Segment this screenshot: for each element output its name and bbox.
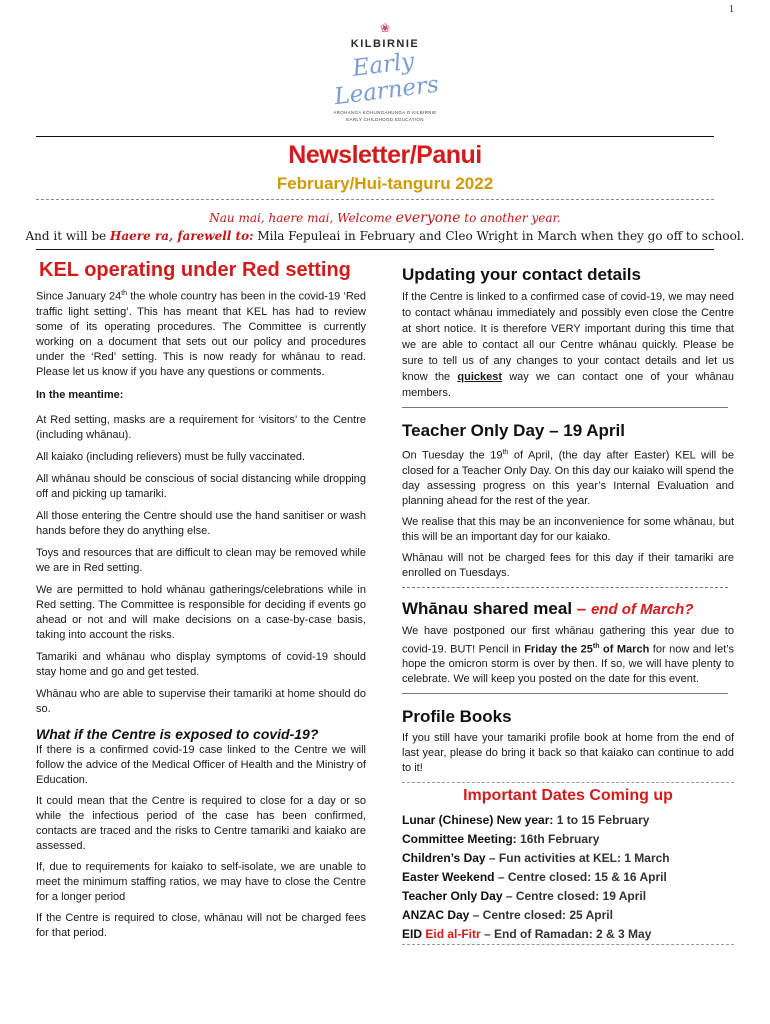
date-row: Committee Meeting: 16th February (402, 832, 600, 847)
date-row: ANZAC Day – Centre closed: 25 April (402, 908, 613, 923)
farewell-emph: Haere ra, farewell to: (110, 229, 254, 243)
left-column (36, 258, 366, 947)
shared-meal-heading: Whānau shared meal – end of March? (402, 598, 694, 618)
teacher-day-fees: Whānau will not be charged fees for this day if their tamariki are enrolled on Tuesdays. (402, 551, 734, 579)
newsletter-title: Newsletter/Panui (288, 141, 482, 169)
dashed-divider (36, 199, 714, 200)
covid-advice: If there is a confirmed covid-19 case linked to the Centre we will follow the advice of the Medical Officer of Health and the Ministry of Education. (36, 743, 366, 786)
date-row: Teacher Only Day – Centre closed: 19 April (402, 889, 647, 904)
teacher-day-heading: Teacher Only Day – 19 April (402, 421, 625, 440)
red-setting-heading: KEL operating under Red setting (39, 259, 351, 281)
farewell-prefix: And it will be (25, 229, 111, 243)
meantime-label: In the meantime: (36, 388, 124, 401)
logo-ece-line: EARLY CHILDHOOD EDUCATION (346, 117, 424, 122)
farewell-line (0, 229, 770, 243)
welcome-line (0, 210, 770, 226)
section-divider (402, 693, 728, 694)
important-dates-title: Important Dates Coming up (463, 787, 673, 805)
kel-logo (300, 22, 470, 122)
section-divider (402, 407, 728, 408)
welcome-emph: everyone (395, 210, 461, 226)
shared-meal-text: We have postponed our first whānau gathering this year due to covid-19. BUT! Pencil in Friday the 25th of March for now and let’s hope the omicron storm is over by then. If so, we will have plenty to celebrate. We will keep you posted on the date for this event. (402, 624, 734, 686)
rule-masks: At Red setting, masks are a requirement for ‘visitors’ to the Centre (including whānau). (36, 413, 366, 441)
top-divider (36, 136, 714, 137)
teacher-day-inconvenience: We realise that this may be an inconvenience for some whānau, but this will be an important day for our kaiako. (402, 515, 734, 543)
quickest-emph: quickest (457, 371, 503, 383)
teacher-day-text: On Tuesday the 19th of April, (the day after Easter) KEL will be closed for a Teacher Only Day. On this day our kaiako will spend the day assessing progress on this year’s Internal Evaluation and planning ahead for the rest of the year. (402, 449, 735, 507)
logo-script: Early Learners (332, 48, 441, 111)
welcome-suffix: to another year. (460, 211, 561, 225)
logo-name: KILBIRNIE (350, 38, 420, 50)
right-column (402, 264, 734, 945)
covid-fees: If the Centre is required to close, whānau will not be charged fees for that period. (36, 911, 366, 939)
page-number: 1 (729, 4, 734, 15)
welcome-prefix: Nau mai, haere mai, Welcome (209, 211, 396, 225)
rule-distancing: All whānau should be conscious of social distancing while dropping off and picking up tamariki. (36, 472, 366, 500)
profile-books-heading: Profile Books (402, 707, 512, 727)
newsletter-subtitle: February/Hui-tanguru 2022 (276, 174, 494, 193)
rule-toys: Toys and resources that are difficult to clean may be removed while we are in Red setting. (36, 546, 366, 574)
rule-supervise: Whānau who are able to supervise their tamariki at home should do so. (36, 687, 366, 715)
rule-gatherings: We are permitted to hold whānau gatherings/celebrations while in Red setting. The Committee is responsible for deciding if events go ahead or not and will make decisions on a case-by-case basis, taking into account the risks. (36, 583, 366, 641)
date-row: Lunar (Chinese) New year: 1 to 15 February (402, 813, 650, 828)
date-row: Children’s Day – Fun activities at KEL: 1 March (402, 851, 670, 866)
rule-symptoms: Tamariki and whānau who display symptoms of covid-19 should stay home and go and get tested. (36, 650, 366, 678)
contact-text: If the Centre is linked to a confirmed case of covid-19, we may need to contact whānau immediately and possibly even close the Centre at short notice. It is therefore VERY important during this time that we are able to contact all our Centre whānau quickly. Please be sure to tell us of any changes to your contact details and let us know the quickest way we can contact one of your whānau members. (402, 291, 734, 399)
contact-heading: Updating your contact details (402, 265, 641, 284)
covid-close-long: If, due to requirements for kaiako to self-isolate, we are unable to meet the minimum staffing ratios, we may have to close the Centre for a longer period (36, 860, 366, 903)
middle-divider (36, 249, 714, 250)
important-dates-box (402, 782, 734, 945)
logo-maori-line: AROHANGA KŌHUNGAHUNGA O KILBIRNIE (333, 110, 437, 115)
red-setting-intro: Since January 24th the whole country has been in the covid-19 ‘Red traffic light setting’. This has meant that KEL has had to review some of its operating procedures. The Committee is currently working on a document that sets out our policy and procedures under the ‘Red’ setting. This is now ready for whānau to read. Please let us know if you have any questions or comments. (36, 290, 366, 378)
date-row: Easter Weekend – Centre closed: 15 & 16 April (402, 870, 667, 885)
dashed-section-divider (402, 587, 728, 588)
farewell-suffix: Mila Fepuleai in February and Cleo Wright in March when they go off to school. (253, 229, 745, 243)
rule-vaccinated: All kaiako (including relievers) must be fully vaccinated. (36, 450, 306, 463)
covid-exposure-heading: What if the Centre is exposed to covid-19? (36, 725, 319, 742)
flower-icon: ❀ (379, 21, 391, 35)
covid-close-short: It could mean that the Centre is required to close for a day or so while the infectious period of the case has been confirmed, contacts are traced and the risks to Centre tamariki and kaiako are assessed. (36, 794, 366, 852)
rule-sanitiser: All those entering the Centre should use the hand sanitiser or wash hands before they do anything else. (36, 509, 366, 537)
date-row: EID Eid al-Fitr – End of Ramadan: 2 & 3 May (402, 927, 652, 942)
profile-books-text: If you still have your tamariki profile book at home from the end of last year, please do bring it back so that kaiako can continue to add to it! (402, 732, 734, 775)
